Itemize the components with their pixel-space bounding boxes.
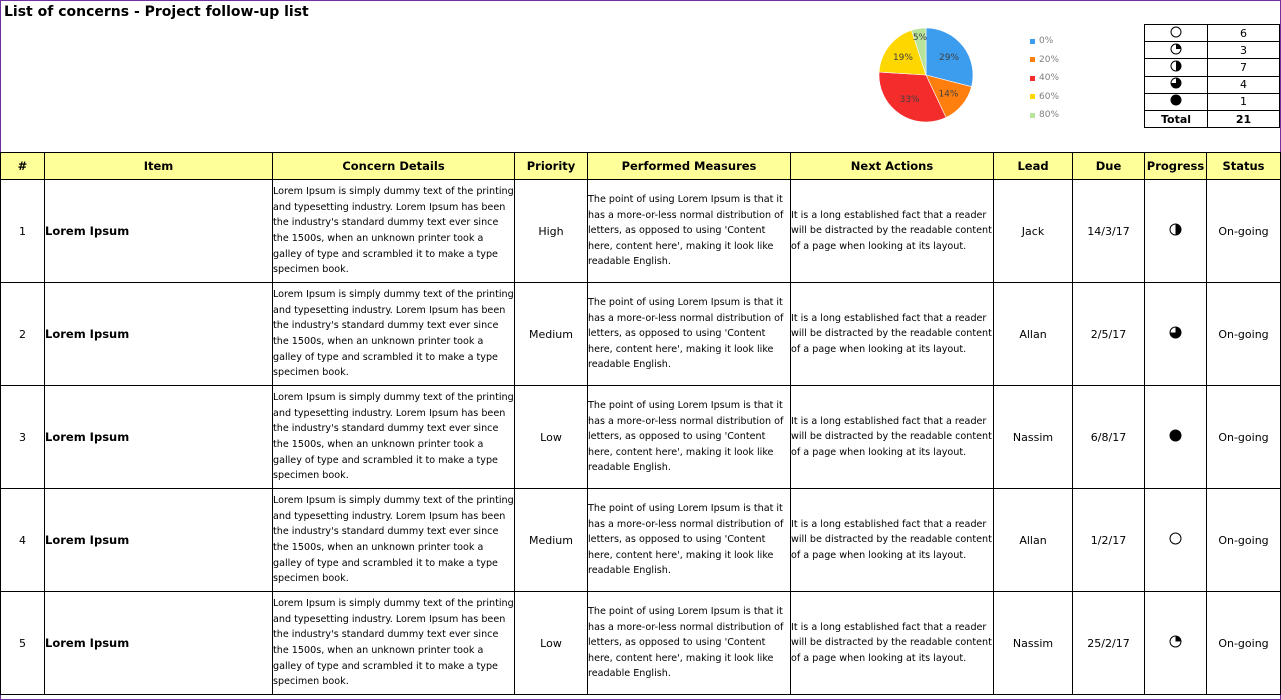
due-cell[interactable]: 6/8/17 [1073, 386, 1145, 489]
pie-data-label: 29% [939, 53, 960, 64]
progress-cell[interactable] [1145, 283, 1207, 386]
header-progress[interactable]: Progress [1145, 153, 1207, 180]
progress-cell[interactable] [1145, 386, 1207, 489]
summary-count: 1 [1208, 93, 1280, 110]
item-cell[interactable]: Lorem Ipsum [45, 489, 273, 592]
summary-row [1145, 93, 1280, 110]
table-row [1, 386, 1281, 489]
legend-label: 0% [1039, 36, 1054, 47]
table-row [1, 283, 1281, 386]
progress-icon-cell [1145, 25, 1208, 42]
concern-details-cell[interactable]: Lorem Ipsum is simply dummy text of the printing and typesetting industry. Lorem Ipsum has been the industry's standard dummy text ever since the 1500s, when an unknown printer took a galley of type and scrambled it to make a type specimen book. [273, 283, 515, 386]
pie-data-label: 14% [938, 89, 959, 100]
header-priority[interactable]: Priority [515, 153, 588, 180]
progress-icon-cell [1145, 93, 1208, 110]
next-actions-cell[interactable]: It is a long established fact that a reader will be distracted by the readable content of a page when looking at its layout. [791, 180, 994, 283]
progress-cell[interactable] [1145, 592, 1207, 695]
pie-data-label: 5% [912, 32, 928, 43]
item-cell[interactable]: Lorem Ipsum [45, 592, 273, 695]
row-number[interactable]: 5 [1, 592, 45, 695]
legend-item [1030, 106, 1059, 125]
progress-half-icon [1169, 223, 1182, 239]
legend-swatch [1030, 57, 1035, 62]
priority-cell[interactable]: Low [515, 386, 588, 489]
status-cell[interactable]: On-going [1207, 283, 1281, 386]
summary-count: 4 [1208, 76, 1280, 93]
performed-measures-cell[interactable]: The point of using Lorem Ipsum is that it has a more-or-less normal distribution of letters, as opposed to using 'Content here, content here', making it look like readable English. [588, 283, 791, 386]
concern-details-cell[interactable]: Lorem Ipsum is simply dummy text of the printing and typesetting industry. Lorem Ipsum has been the industry's standard dummy text ever since the 1500s, when an unknown printer took a galley of type and scrambled it to make a type specimen book. [273, 386, 515, 489]
summary-count: 6 [1208, 25, 1280, 42]
page-title: List of concerns - Project follow-up list [4, 4, 309, 20]
status-cell[interactable]: On-going [1207, 489, 1281, 592]
header-number[interactable]: # [1, 153, 45, 180]
status-cell[interactable]: On-going [1207, 592, 1281, 695]
row-number[interactable]: 4 [1, 489, 45, 592]
progress-icon-cell [1145, 42, 1208, 59]
legend-swatch [1030, 94, 1035, 99]
legend-swatch [1030, 113, 1035, 118]
legend-label: 60% [1039, 91, 1060, 102]
summary-row [1145, 59, 1280, 76]
due-cell[interactable]: 2/5/17 [1073, 283, 1145, 386]
performed-measures-cell[interactable]: The point of using Lorem Ipsum is that it has a more-or-less normal distribution of letters, as opposed to using 'Content here, content here', making it look like readable English. [588, 489, 791, 592]
total-label: Total [1145, 110, 1208, 127]
legend-label: 80% [1039, 110, 1060, 121]
due-cell[interactable]: 25/2/17 [1073, 592, 1145, 695]
header-item[interactable]: Item [45, 153, 273, 180]
progress-summary-table [1144, 24, 1280, 128]
legend-label: 20% [1039, 54, 1060, 65]
next-actions-cell[interactable]: It is a long established fact that a reader will be distracted by the readable content of a page when looking at its layout. [791, 386, 994, 489]
due-cell[interactable]: 1/2/17 [1073, 489, 1145, 592]
table-row [1, 180, 1281, 283]
item-cell[interactable]: Lorem Ipsum [45, 386, 273, 489]
concern-details-cell[interactable]: Lorem Ipsum is simply dummy text of the printing and typesetting industry. Lorem Ipsum has been the industry's standard dummy text ever since the 1500s, when an unknown printer took a galley of type and scrambled it to make a type specimen book. [273, 489, 515, 592]
concern-details-cell[interactable]: Lorem Ipsum is simply dummy text of the printing and typesetting industry. Lorem Ipsum has been the industry's standard dummy text ever since the 1500s, when an unknown printer took a galley of type and scrambled it to make a type specimen book. [273, 592, 515, 695]
summary-row [1145, 25, 1280, 42]
header-concern-details[interactable]: Concern Details [273, 153, 515, 180]
pie-legend [1030, 32, 1059, 125]
pie-data-label: 33% [899, 95, 920, 106]
item-cell[interactable]: Lorem Ipsum [45, 283, 273, 386]
due-cell[interactable]: 14/3/17 [1073, 180, 1145, 283]
progress-cell[interactable] [1145, 489, 1207, 592]
header-lead[interactable]: Lead [994, 153, 1073, 180]
lead-cell[interactable]: Nassim [994, 386, 1073, 489]
lead-cell[interactable]: Allan [994, 283, 1073, 386]
progress-three-quarter-icon [1170, 77, 1182, 92]
progress-icon-cell [1145, 59, 1208, 76]
progress-quarter-icon [1169, 635, 1182, 651]
summary-row [1145, 42, 1280, 59]
progress-empty-icon [1169, 532, 1182, 548]
header-performed-measures[interactable]: Performed Measures [588, 153, 791, 180]
performed-measures-cell[interactable]: The point of using Lorem Ipsum is that it has a more-or-less normal distribution of letters, as opposed to using 'Content here, content here', making it look like readable English. [588, 592, 791, 695]
progress-three-quarter-icon [1169, 326, 1182, 342]
summary-row [1145, 76, 1280, 93]
lead-cell[interactable]: Jack [994, 180, 1073, 283]
performed-measures-cell[interactable]: The point of using Lorem Ipsum is that it has a more-or-less normal distribution of letters, as opposed to using 'Content here, content here', making it look like readable English. [588, 386, 791, 489]
progress-full-icon [1170, 94, 1182, 109]
priority-cell[interactable]: High [515, 180, 588, 283]
summary-count: 7 [1208, 59, 1280, 76]
legend-item [1030, 32, 1059, 51]
next-actions-cell[interactable]: It is a long established fact that a reader will be distracted by the readable content of a page when looking at its layout. [791, 283, 994, 386]
item-cell[interactable]: Lorem Ipsum [45, 180, 273, 283]
status-cell[interactable]: On-going [1207, 386, 1281, 489]
legend-swatch [1030, 76, 1035, 81]
row-number[interactable]: 2 [1, 283, 45, 386]
pie-data-label: 19% [892, 53, 913, 64]
priority-cell[interactable]: Medium [515, 283, 588, 386]
priority-cell[interactable]: Medium [515, 489, 588, 592]
total-value: 21 [1208, 110, 1280, 127]
next-actions-cell[interactable]: It is a long established fact that a reader will be distracted by the readable content of a page when looking at its layout. [791, 489, 994, 592]
concerns-table [0, 152, 1281, 695]
next-actions-cell[interactable]: It is a long established fact that a reader will be distracted by the readable content of a page when looking at its layout. [791, 592, 994, 695]
header-next-actions[interactable]: Next Actions [791, 153, 994, 180]
progress-full-icon [1169, 429, 1182, 445]
priority-cell[interactable]: Low [515, 592, 588, 695]
header-status[interactable]: Status [1207, 153, 1281, 180]
status-cell[interactable]: On-going [1207, 180, 1281, 283]
summary-count: 3 [1208, 42, 1280, 59]
progress-cell[interactable] [1145, 180, 1207, 283]
summary-total-row [1145, 110, 1280, 127]
progress-quarter-icon [1170, 43, 1182, 58]
legend-swatch [1030, 39, 1035, 44]
progress-half-icon [1170, 60, 1182, 75]
lead-cell[interactable]: Nassim [994, 592, 1073, 695]
table-row [1, 489, 1281, 592]
legend-item [1030, 88, 1059, 107]
table-header-row [1, 153, 1281, 180]
lead-cell[interactable]: Allan [994, 489, 1073, 592]
progress-empty-icon [1170, 26, 1182, 41]
legend-item [1030, 51, 1059, 70]
row-number[interactable]: 1 [1, 180, 45, 283]
table-row [1, 592, 1281, 695]
progress-icon-cell [1145, 76, 1208, 93]
legend-label: 40% [1039, 73, 1060, 84]
progress-pie-chart [860, 20, 1000, 130]
performed-measures-cell[interactable]: The point of using Lorem Ipsum is that it has a more-or-less normal distribution of letters, as opposed to using 'Content here, content here', making it look like readable English. [588, 180, 791, 283]
row-number[interactable]: 3 [1, 386, 45, 489]
header-due[interactable]: Due [1073, 153, 1145, 180]
legend-item [1030, 69, 1059, 88]
concern-details-cell[interactable]: Lorem Ipsum is simply dummy text of the printing and typesetting industry. Lorem Ipsum has been the industry's standard dummy text ever since the 1500s, when an unknown printer took a galley of type and scrambled it to make a type specimen book. [273, 180, 515, 283]
